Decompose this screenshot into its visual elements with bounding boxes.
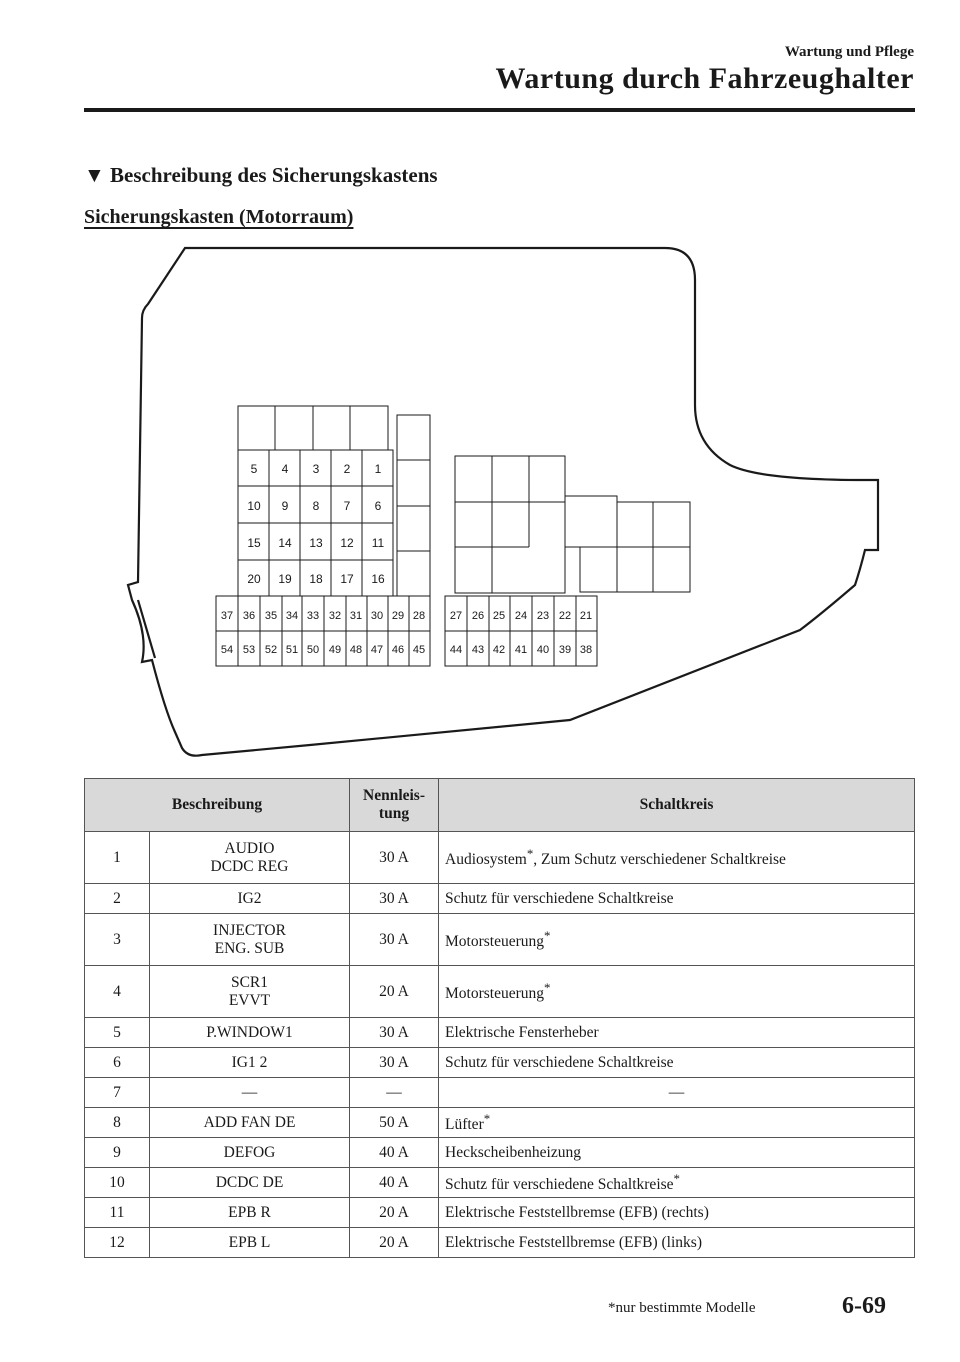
fuse-label: 9 bbox=[281, 499, 289, 513]
fuse-description-line: IG2 bbox=[237, 889, 262, 907]
fuse-number-cell: 8 bbox=[85, 1108, 150, 1138]
fuse-label: 39 bbox=[558, 644, 572, 656]
fuse-label: 4 bbox=[281, 462, 289, 476]
fuse-row-right-bottom bbox=[450, 644, 592, 656]
fuse-label: 34 bbox=[285, 610, 299, 622]
fuse-box-diagram bbox=[120, 240, 890, 770]
fuse-circuit-cell bbox=[439, 1078, 915, 1108]
header-rating-line1: Nennleis- bbox=[363, 787, 425, 805]
fuse-label: 23 bbox=[536, 610, 550, 622]
fuse-label: 16 bbox=[371, 572, 385, 586]
fuse-rating-cell: 20 A bbox=[350, 1228, 439, 1258]
fuse-rating-cell: 30 A bbox=[350, 832, 439, 884]
fuse-label: 51 bbox=[285, 644, 299, 656]
fuse-description-line: DEFOG bbox=[223, 1143, 276, 1161]
fuse-rating-cell: 40 A bbox=[350, 1168, 439, 1198]
circuit-text: Schutz für verschiedene Schaltkreise bbox=[445, 1176, 674, 1194]
table-row bbox=[85, 832, 915, 884]
fuse-description-line: IG1 2 bbox=[231, 1053, 268, 1071]
fuse-table-body bbox=[85, 832, 915, 1258]
fuse-number-cell: 7 bbox=[85, 1078, 150, 1108]
footnote-marker: * bbox=[483, 1110, 491, 1126]
fuse-number-cell: 4 bbox=[85, 966, 150, 1018]
fuse-label: 24 bbox=[514, 610, 528, 622]
fuse-description-line: ADD FAN DE bbox=[203, 1113, 296, 1131]
fuse-label: 36 bbox=[242, 610, 256, 622]
fuse-description-line: EPB R bbox=[228, 1203, 271, 1221]
circuit-text: Elektrische Feststellbremse (EFB) (links) bbox=[445, 1233, 702, 1251]
subsection-title: Sicherungskasten (Motorraum) bbox=[84, 206, 354, 228]
fuse-rating-cell: 30 A bbox=[350, 884, 439, 914]
fuse-label: 5 bbox=[250, 462, 258, 476]
fuse-label: 42 bbox=[492, 644, 506, 656]
fuse-description-line: DCDC REG bbox=[210, 857, 289, 875]
table-row bbox=[85, 1168, 915, 1198]
circuit-text: — bbox=[668, 1083, 685, 1101]
fuse-label: 43 bbox=[471, 644, 485, 656]
table-row bbox=[85, 1048, 915, 1078]
fuse-label: 6 bbox=[374, 499, 382, 513]
section-title: ▼ Beschreibung des Sicherungskastens bbox=[84, 163, 438, 187]
fuse-label: 53 bbox=[242, 644, 256, 656]
fuse-circuit-cell bbox=[439, 1168, 915, 1198]
fuse-number-cell: 11 bbox=[85, 1198, 150, 1228]
fuse-number-labels bbox=[221, 462, 592, 656]
fuse-description-line: DCDC DE bbox=[215, 1173, 284, 1191]
fuse-row-left-top bbox=[221, 610, 425, 622]
table-row bbox=[85, 966, 915, 1018]
fuse-description-cell bbox=[150, 1018, 350, 1048]
fuse-description-line: ENG. SUB bbox=[214, 939, 285, 957]
fuse-label: 49 bbox=[328, 644, 342, 656]
fuse-rating-cell: 40 A bbox=[350, 1138, 439, 1168]
page-number: 6-69 bbox=[842, 1293, 886, 1319]
fuse-label: 11 bbox=[371, 536, 385, 550]
fuse-label: 41 bbox=[514, 644, 528, 656]
header-circuit: Schaltkreis bbox=[439, 779, 915, 832]
fuse-label: 27 bbox=[449, 610, 463, 622]
page-title: Wartung durch Fahrzeughalter bbox=[495, 62, 914, 95]
fuse-label: 25 bbox=[492, 610, 506, 622]
fuse-description-line: P.WINDOW1 bbox=[206, 1023, 293, 1041]
fuse-label: 13 bbox=[309, 536, 323, 550]
fuse-number-cell: 10 bbox=[85, 1168, 150, 1198]
fuse-label: 1 bbox=[374, 462, 382, 476]
fuse-row-c bbox=[247, 536, 384, 550]
fuse-label: 35 bbox=[264, 610, 278, 622]
header-section-label: Wartung und Pflege bbox=[784, 44, 914, 60]
fuse-label: 28 bbox=[412, 610, 426, 622]
fuse-description-line: SCR1 bbox=[230, 973, 269, 991]
fuse-description-line: — bbox=[241, 1083, 258, 1101]
fuse-label: 26 bbox=[471, 610, 485, 622]
fuse-label: 22 bbox=[558, 610, 572, 622]
fuse-description-cell bbox=[150, 914, 350, 966]
fuse-row-left-bottom bbox=[221, 644, 425, 656]
footnote-marker: * bbox=[673, 1170, 680, 1186]
fuse-description-cell bbox=[150, 966, 350, 1018]
fuse-label: 54 bbox=[220, 644, 234, 656]
fuse-rating-cell: 20 A bbox=[350, 1198, 439, 1228]
table-row bbox=[85, 1138, 915, 1168]
footnote-marker: * bbox=[544, 927, 551, 943]
fuse-description-cell bbox=[150, 1198, 350, 1228]
fuse-label: 47 bbox=[370, 644, 384, 656]
fuse-circuit-cell bbox=[439, 1138, 915, 1168]
fuse-rating-cell: 30 A bbox=[350, 914, 439, 966]
fuse-circuit-cell bbox=[439, 1198, 915, 1228]
circuit-text: Elektrische Fensterheber bbox=[445, 1023, 599, 1041]
fuse-label: 19 bbox=[278, 572, 292, 586]
fuse-row-right-top bbox=[450, 610, 592, 622]
circuit-text: Schutz für verschiedene Schaltkreise bbox=[445, 889, 674, 907]
circuit-text: Lüfter bbox=[445, 1116, 484, 1134]
fuse-label: 20 bbox=[247, 572, 261, 586]
header-rule bbox=[84, 108, 915, 112]
table-row bbox=[85, 1108, 915, 1138]
fuse-label: 52 bbox=[264, 644, 278, 656]
fuse-number-cell: 12 bbox=[85, 1228, 150, 1258]
fuse-number-cell: 9 bbox=[85, 1138, 150, 1168]
fuse-description-cell bbox=[150, 1108, 350, 1138]
fuse-label: 21 bbox=[579, 610, 593, 622]
fuse-label: 45 bbox=[412, 644, 426, 656]
fuse-label: 31 bbox=[349, 610, 363, 622]
fuse-number-cell: 6 bbox=[85, 1048, 150, 1078]
fuse-label: 3 bbox=[312, 462, 320, 476]
fuse-label: 10 bbox=[247, 499, 261, 513]
fuse-description-line: EVVT bbox=[228, 991, 271, 1009]
fuse-description-line: AUDIO bbox=[224, 839, 275, 857]
circuit-text: Motorsteuerung bbox=[445, 985, 545, 1003]
fuse-rating-cell: 20 A bbox=[350, 966, 439, 1018]
fuse-circuit-cell bbox=[439, 1018, 915, 1048]
circuit-text: Audiosystem bbox=[445, 851, 527, 869]
fuse-label: 8 bbox=[312, 499, 320, 513]
fuse-description-line: EPB L bbox=[228, 1233, 271, 1251]
fuse-description-cell bbox=[150, 1168, 350, 1198]
fuse-label: 48 bbox=[349, 644, 363, 656]
table-row bbox=[85, 1078, 915, 1108]
fuse-label: 40 bbox=[536, 644, 550, 656]
fuse-label: 50 bbox=[306, 644, 320, 656]
circuit-text: Schutz für verschiedene Schaltkreise bbox=[445, 1053, 674, 1071]
header-rating bbox=[350, 779, 439, 832]
fuse-label: 7 bbox=[343, 499, 351, 513]
fuse-number-cell: 2 bbox=[85, 884, 150, 914]
fuse-label: 15 bbox=[247, 536, 261, 550]
fuse-label: 2 bbox=[343, 462, 351, 476]
fuse-label: 30 bbox=[370, 610, 384, 622]
fuse-label: 18 bbox=[309, 572, 323, 586]
fuse-table bbox=[84, 778, 915, 1258]
circuit-text-continued: , Zum Schutz verschiedener Schaltkreise bbox=[533, 851, 786, 869]
fuse-label: 12 bbox=[340, 536, 354, 550]
fuse-rating-cell: 30 A bbox=[350, 1048, 439, 1078]
fuse-circuit-cell bbox=[439, 884, 915, 914]
fuse-label: 29 bbox=[391, 610, 405, 622]
fuse-description-cell bbox=[150, 884, 350, 914]
table-row bbox=[85, 1198, 915, 1228]
fuse-description-cell bbox=[150, 1078, 350, 1108]
circuit-text: Motorsteuerung bbox=[445, 933, 545, 951]
fuse-rating-cell: 50 A bbox=[350, 1108, 439, 1138]
fuse-circuit-cell bbox=[439, 1048, 915, 1078]
fuse-number-cell: 5 bbox=[85, 1018, 150, 1048]
fuse-rating-cell: — bbox=[350, 1078, 439, 1108]
header-rating-line2: tung bbox=[378, 805, 410, 822]
fuse-description-cell bbox=[150, 1048, 350, 1078]
fuse-label: 38 bbox=[579, 644, 593, 656]
fuse-circuit-cell bbox=[439, 1228, 915, 1258]
circuit-text: Heckscheibenheizung bbox=[445, 1143, 581, 1161]
fuse-label: 37 bbox=[220, 610, 234, 622]
fuse-circuit-cell bbox=[439, 832, 915, 884]
table-row bbox=[85, 1018, 915, 1048]
header-description: Beschreibung bbox=[85, 779, 350, 832]
fuse-label: 46 bbox=[391, 644, 405, 656]
fuse-table-header-row bbox=[85, 779, 915, 832]
fuse-label: 32 bbox=[328, 610, 342, 622]
fuse-label: 44 bbox=[449, 644, 463, 656]
table-row bbox=[85, 1228, 915, 1258]
fuse-circuit-cell bbox=[439, 914, 915, 966]
circuit-text: Elektrische Feststellbremse (EFB) (rechts) bbox=[445, 1203, 709, 1221]
table-row bbox=[85, 914, 915, 966]
fuse-description-cell bbox=[150, 832, 350, 884]
fuse-number-cell: 3 bbox=[85, 914, 150, 966]
fuse-number-cell: 1 bbox=[85, 832, 150, 884]
fuse-circuit-cell bbox=[439, 1108, 915, 1138]
fuse-description-line: INJECTOR bbox=[213, 921, 286, 939]
footnote: *nur bestimmte Modelle bbox=[608, 1300, 756, 1316]
fuse-label: 33 bbox=[306, 610, 320, 622]
fuse-description-cell bbox=[150, 1228, 350, 1258]
fuse-description-cell bbox=[150, 1138, 350, 1168]
fuse-circuit-cell bbox=[439, 966, 915, 1018]
fuse-label: 17 bbox=[340, 572, 354, 586]
fuse-rating-cell: 30 A bbox=[350, 1018, 439, 1048]
footnote-marker: * bbox=[526, 845, 534, 861]
table-row bbox=[85, 884, 915, 914]
fuse-label: 14 bbox=[278, 536, 292, 550]
fuse-row-d bbox=[247, 572, 385, 586]
footnote-marker: * bbox=[544, 979, 551, 995]
